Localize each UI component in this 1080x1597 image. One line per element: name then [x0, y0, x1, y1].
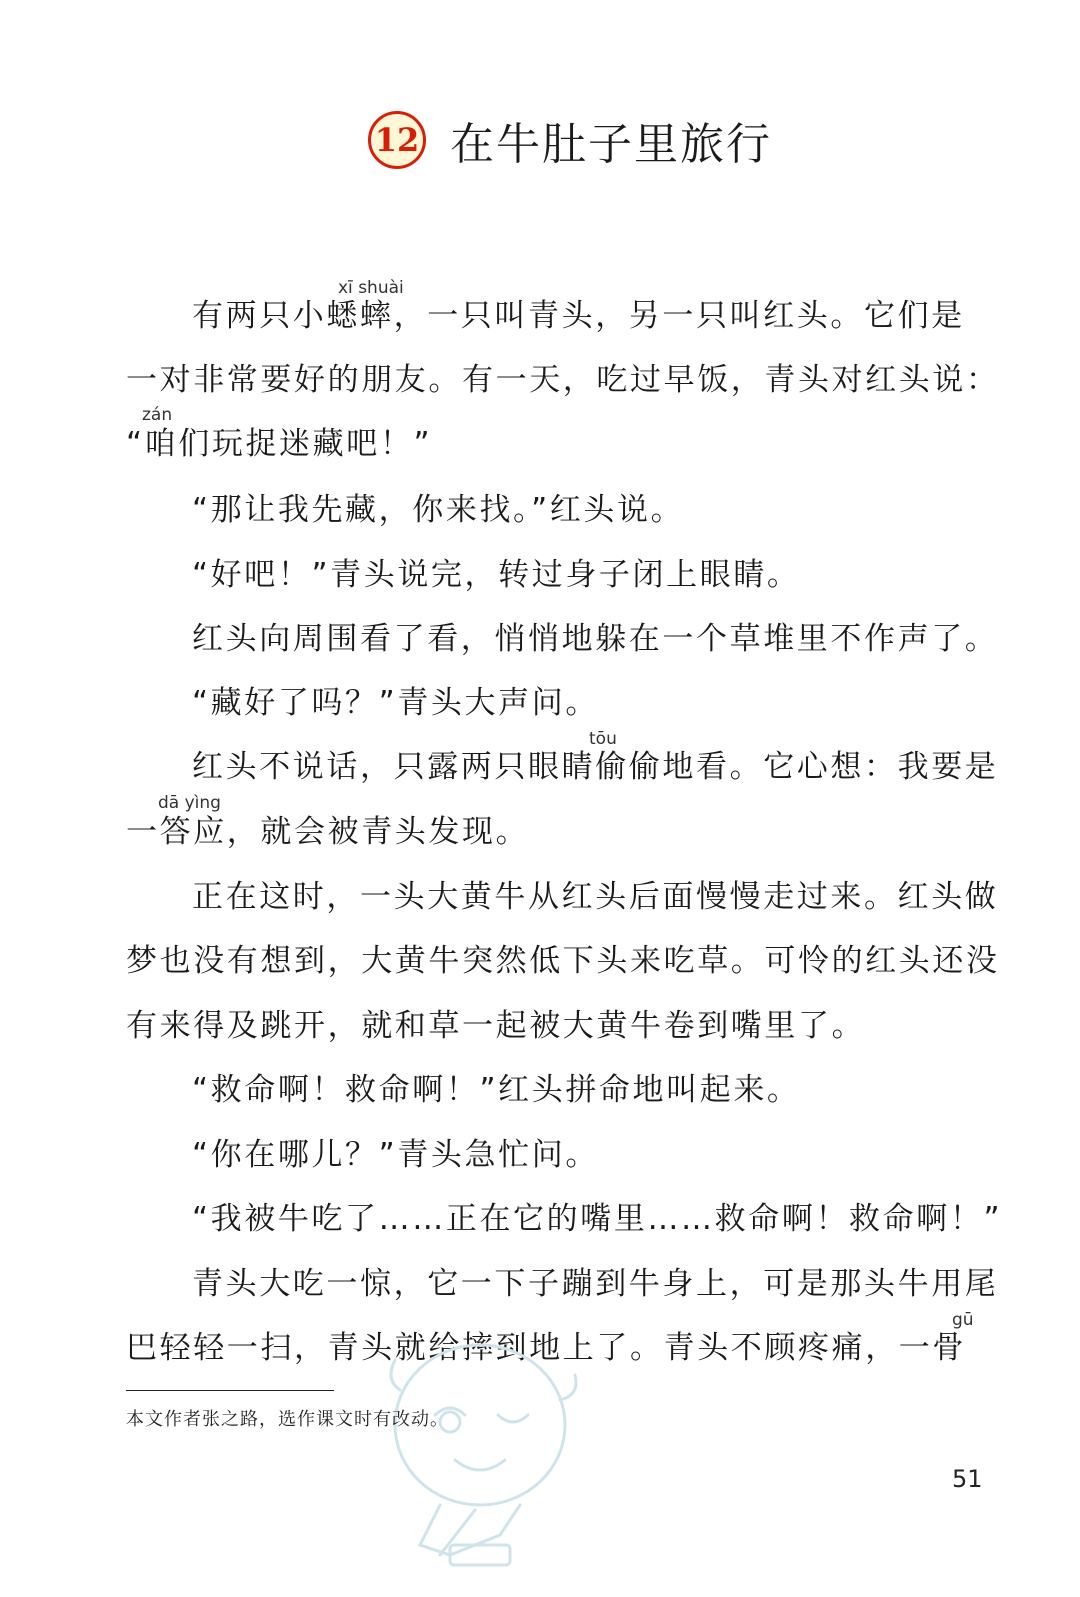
mascot-watermark-icon — [380, 1330, 580, 1580]
text-line: 梦也没有想到，大黄牛突然低下头来吃草。可怜的红头还没 — [126, 943, 1000, 979]
text-line: “好吧！”青头说完，转过身子闭上眼睛。 — [192, 557, 801, 593]
text-line: 红头不说话，只露两只眼睛偷偷地看。它心想：我要是 — [192, 749, 999, 785]
text-line: 有两只小蟋蟀，一只叫青头，另一只叫红头。它们是 — [192, 298, 965, 334]
page-number: 51 — [952, 1465, 983, 1493]
footnote: 本文作者张之路，选作课文时有改动。 — [126, 1409, 449, 1430]
lesson-title: 在牛肚子里旅行 — [450, 119, 772, 170]
text-line: 一答应，就会被青头发现。 — [126, 814, 530, 850]
text-line: 一对非常要好的朋友。有一天，吃过早饭，青头对红头说： — [126, 362, 1000, 398]
pinyin-daying: dā yìng — [158, 793, 221, 813]
pinyin-zan: zán — [142, 405, 173, 425]
text-line: “那让我先藏，你来找。”红头说。 — [192, 492, 685, 528]
text-line: 青头大吃一惊，它一下子蹦到牛身上，可是那头牛用尾 — [192, 1266, 999, 1302]
pinyin-tou: tōu — [589, 729, 617, 749]
pinyin-xishuai: xī shuài — [338, 278, 404, 298]
lesson-number-badge: 12 — [368, 111, 426, 169]
text-line: “我被牛吃了……正在它的嘴里……救命啊！救命啊！” — [192, 1201, 1003, 1237]
text-line: “你在哪儿？”青头急忙问。 — [192, 1137, 599, 1173]
lesson-header — [0, 108, 1080, 172]
text-line: “咱们玩捉迷藏吧！” — [126, 426, 433, 462]
text-line: “藏好了吗？”青头大声问。 — [192, 685, 599, 721]
footnote-divider — [126, 1390, 334, 1391]
text-line: 正在这时，一头大黄牛从红头后面慢慢走过来。红头做 — [192, 879, 999, 915]
text-line: 巴轻轻一扫，青头就给摔到地上了。青头不顾疼痛，一骨 — [126, 1330, 966, 1366]
pinyin-gu: gū — [952, 1310, 974, 1330]
text-line: 有来得及跳开，就和草一起被大黄牛卷到嘴里了。 — [126, 1008, 866, 1044]
text-line: “救命啊！救命啊！”红头拼命地叫起来。 — [192, 1072, 801, 1108]
text-line: 红头向周围看了看，悄悄地躲在一个草堆里不作声了。 — [192, 621, 999, 657]
